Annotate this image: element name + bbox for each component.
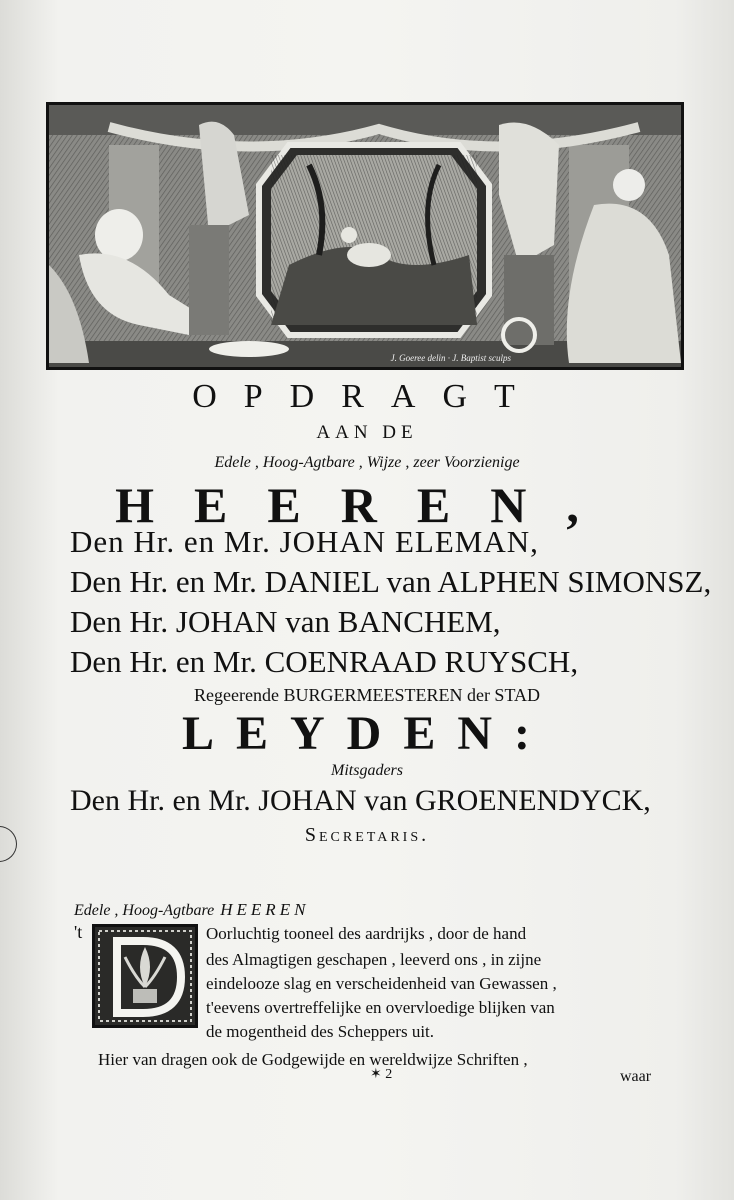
- city-leyden: LEYDEN:: [181, 707, 553, 760]
- catchword: waar: [620, 1068, 652, 1085]
- engraving-illustration: [49, 105, 681, 367]
- secretary-title: Secretaris.: [304, 824, 430, 846]
- dedicatee-alphen: Den Hr. en Mr. DANIEL van ALPHEN SIMONSZ,: [70, 564, 712, 599]
- body-line-1: Oorluchtig tooneel des aardrijks , door de hand: [206, 924, 527, 943]
- honorific-line: Edele , Hoog-Agtbare , Wijze , zeer Voorzienige: [214, 454, 520, 471]
- body-line-4: t'eevens overtreffelijke en overvloedige blijken van: [206, 998, 555, 1017]
- title-heeren: HEEREN,: [115, 477, 619, 533]
- title-opdragt: OPDRAGT: [192, 378, 542, 415]
- signature-mark: ✶ 2: [370, 1067, 393, 1082]
- salutation-prefix: Edele , Hoog-Agtbare: [74, 902, 215, 919]
- initial-d-ornament: [95, 927, 195, 1025]
- salutation: [74, 900, 309, 920]
- dedicatee-eleman: Den Hr. en Mr. JOHAN ELEMAN,: [70, 524, 539, 559]
- body-line-2: des Almagtigen geschapen , leeverd ons , in zijne: [206, 950, 542, 969]
- dedicatee-banchem: Den Hr. JOHAN van BANCHEM,: [70, 604, 501, 639]
- dedicatee-ruysch: Den Hr. en Mr. COENRAAD RUYSCH,: [70, 644, 579, 679]
- engraver-credit: J. Goeree delin · J. Baptist sculps: [390, 353, 511, 363]
- body-line-6: Hier van dragen ook de Godgewijde en wereldwijze Schriften ,: [98, 1050, 528, 1069]
- title-aan-de: AAN DE: [316, 422, 418, 443]
- frontispiece-engraving: [46, 102, 684, 370]
- secretary-name: Den Hr. en Mr. JOHAN van GROENENDYCK,: [70, 784, 651, 817]
- body-line-3: eindelooze slag en verscheidenheid van Gewassen ,: [206, 974, 557, 993]
- article-t: 't: [74, 922, 83, 942]
- body-line-5: de mogentheid des Scheppers uit.: [206, 1022, 435, 1041]
- mitsgaders-line: Mitsgaders: [331, 762, 403, 779]
- office-line: Regeerende BURGERMEESTEREN der STAD: [194, 685, 540, 705]
- decorated-initial: [92, 924, 198, 1028]
- salutation-heeren: HEEREN: [220, 900, 310, 919]
